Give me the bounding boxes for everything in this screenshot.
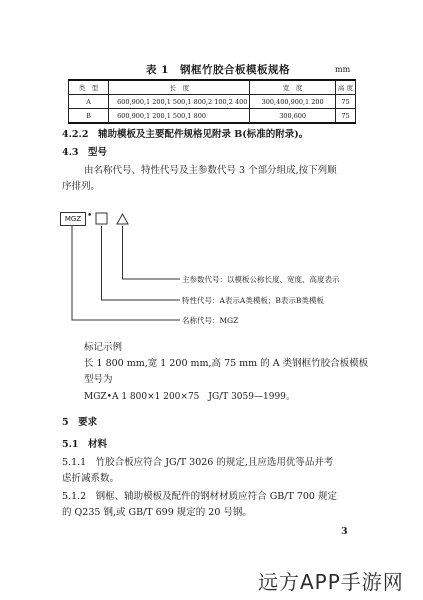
section-5-1-heading: 5.1 材料 xyxy=(62,439,108,450)
table-header-cell: 高 度 xyxy=(335,80,355,95)
table-cell: 300,600 xyxy=(250,109,336,124)
table-header-cell: 长 度 xyxy=(109,80,250,95)
watermark-text: 远方APP手游网 xyxy=(258,570,404,594)
main-param-triangle xyxy=(117,214,128,224)
table-caption: 表 1 钢框竹胶合板模板规格 xyxy=(146,64,290,76)
page-number: 3 xyxy=(341,526,348,537)
example-line2: 型号为 xyxy=(84,374,113,385)
label-name-code: 名称代号：MGZ xyxy=(182,316,239,325)
section-4-3-heading: 4.3 型号 xyxy=(62,147,108,158)
code-separator-dot: • xyxy=(87,211,93,221)
table-cell: 75 xyxy=(335,95,355,109)
name-code-box: MGZ xyxy=(60,212,86,226)
feature-leader xyxy=(102,226,181,300)
section-5-1-1-line2: 虑折减系数。 xyxy=(62,473,120,484)
table-cell: 600,900,1 200,1 500,1 800,2 100,2 400 xyxy=(109,95,250,109)
table-cell: 600,900,1 200,1 500,1 800 xyxy=(109,109,250,124)
section-5-heading: 5 要求 xyxy=(62,417,98,428)
feature-code-box xyxy=(96,213,107,224)
label-feature-code: 特性代号：A表示A类模板；B表示B类模板 xyxy=(182,296,324,305)
table-cell: A xyxy=(69,95,109,109)
section-5-1-2-line2: 的 Q235 钢,或 GB/T 699 规定的 20 号钢。 xyxy=(62,507,252,518)
section-5-1-2-line1: 5.1.2 钢框、辅助模板及配件的钢材材质应符合 GB/T 700 规定 xyxy=(62,491,337,502)
table-header-cell: 宽 度 xyxy=(250,80,336,95)
section-4-3-para-line2: 序排列。 xyxy=(62,181,101,192)
example-line1: 长 1 800 mm,宽 1 200 mm,高 75 mm 的 A 类钢框竹胶合板模板 xyxy=(84,358,369,369)
section-4-2-2: 4.2.2 辅助模板及主要配件规格见附录 B(标准的附录)。 xyxy=(62,129,309,140)
table-header-cell: 类 型 xyxy=(69,80,109,95)
table-cell: 75 xyxy=(335,109,355,124)
main-param-leader xyxy=(123,226,181,279)
section-4-3-para-line1: 由名称代号、特性代号及主参数代号 3 个部分组成,按下列顺 xyxy=(84,165,337,176)
name-leader xyxy=(72,226,180,320)
table-unit: mm xyxy=(335,65,351,74)
example-title: 标记示例 xyxy=(84,342,123,353)
example-model-code: MGZ•A 1 800×1 200×75 JG/T 3059—1999。 xyxy=(84,392,295,402)
label-main-param: 主参数代号：以模板公称长度、宽度、高度表示 xyxy=(182,275,340,284)
table-cell: 300,400,900,1 200 xyxy=(250,95,336,109)
section-5-1-1-line1: 5.1.1 竹胶合板应符合 JG/T 3026 的规定,且应选用优等品并考 xyxy=(62,457,334,468)
table-cell: B xyxy=(69,109,109,124)
